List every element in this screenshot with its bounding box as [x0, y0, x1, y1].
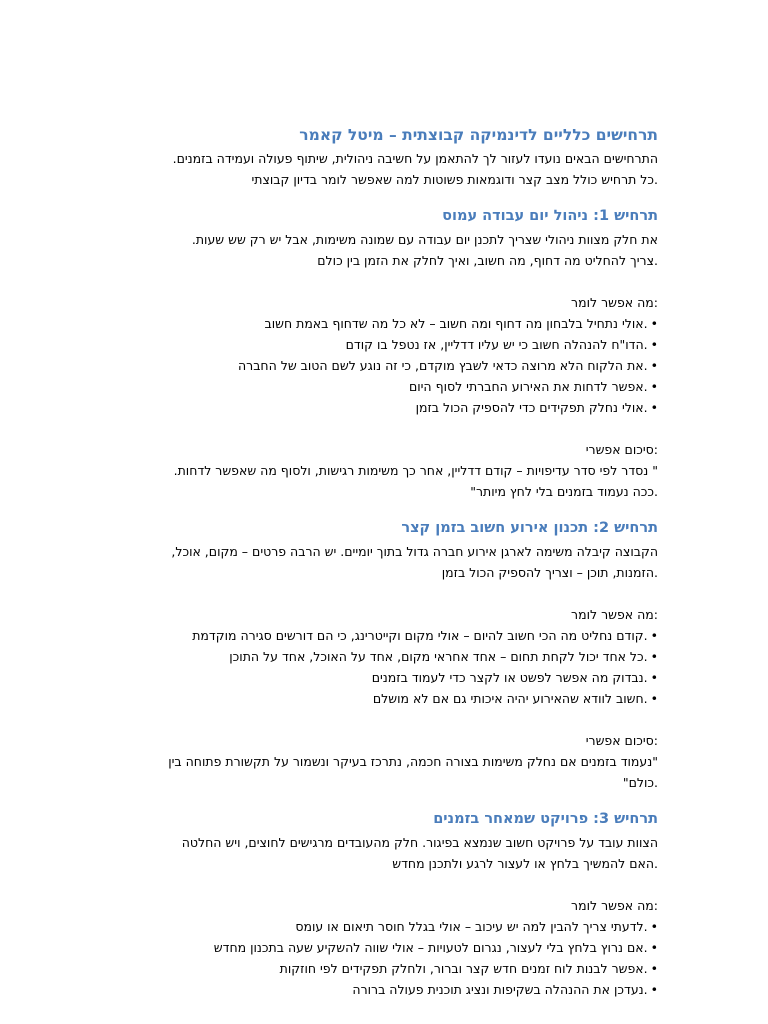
list-item-text: .אם נרוץ בלחץ בלי לעצור, נגרום לטעויות – אולי שווה להשקיע שעה בתכנון מחדש — [213, 940, 648, 955]
summary-block — [112, 439, 658, 502]
list-item-text: .נעדכן את ההנהלה בשקיפות ונציג תוכנית פעולה ברורה — [352, 982, 648, 997]
say-label: :מה אפשר לומר — [571, 607, 658, 622]
list-item-text: .הדו"ח להנהלה חשוב כי יש עליו דדליין, אז נטפל בו קודם — [345, 337, 648, 352]
bullet-icon: • — [650, 961, 658, 976]
bullet-icon: • — [650, 316, 658, 331]
bullet-icon: • — [650, 649, 658, 664]
document-title: תרחישים כלליים לדינמיקה קבוצתית – מיטל קאמר — [299, 126, 658, 144]
list-item-text: .קודם נחליט מה הכי חשוב להיום – אולי מקום וקייטרינג, כי הם דורשים סגירה מוקדמת — [192, 628, 648, 643]
list-item-text: .אפשר לבנות לוח זמנים חדש קצר וברור, ולחלק תפקידים לפי חוזקות — [279, 961, 648, 976]
list-item — [112, 688, 658, 709]
list-item — [112, 667, 658, 688]
list-item — [112, 625, 658, 646]
list-item — [112, 334, 658, 355]
spacer — [112, 583, 658, 604]
list-item — [112, 958, 658, 979]
summary-label: :סיכום אפשרי — [585, 442, 658, 457]
list-item — [112, 376, 658, 397]
bullet-icon: • — [650, 982, 658, 997]
bullet-icon: • — [650, 691, 658, 706]
scenario-1 — [112, 203, 658, 502]
bullet-icon: • — [650, 940, 658, 955]
description-line: את חלק מצוות ניהולי שצריך לתכנן יום עבודה עם שמונה משימות, אבל יש רק שש שעות. — [191, 232, 658, 247]
scenario-description — [112, 229, 658, 271]
scenario-2 — [112, 515, 658, 793]
list-item-text: .את הלקוח הלא מרוצה כדאי לשבץ מוקדם, כי זה נוגע לשם הטוב של החברה — [237, 358, 648, 373]
say-list — [112, 895, 658, 1000]
description-line: .הזמנות, תוכן – וצריך להספיק הכול בזמן — [441, 565, 658, 580]
summary-block — [112, 730, 658, 793]
list-item — [112, 916, 658, 937]
say-label: :מה אפשר לומר — [571, 295, 658, 310]
list-item-text: .אולי נחלק תפקידים כדי להספיק הכול בזמן — [415, 400, 648, 415]
list-item-text: .אפשר לדחות את האירוע החברתי לסוף היום — [408, 379, 648, 394]
list-item — [112, 937, 658, 958]
scenario-heading: תרחיש 3: פרויקט שמאחר בזמנים — [433, 811, 658, 827]
description-line: .האם להמשיך בלחץ או לעצור לרגע ולתכנן מחדש — [392, 856, 658, 871]
list-item — [112, 979, 658, 1000]
bullet-icon: • — [650, 337, 658, 352]
list-item-text: .אולי נתחיל בלבחון מה דחוף ומה חשוב – לא כל מה שדחוף באמת חשוב — [264, 316, 648, 331]
spacer — [112, 709, 658, 730]
bullet-icon: • — [650, 919, 658, 934]
bullet-icon: • — [650, 628, 658, 643]
intro-line: .כל תרחיש כולל מצב קצר ודוגמאות פשוטות למה שאפשר לומר בדיון קבוצתי — [251, 172, 658, 187]
description-line: הצוות עובד על פרויקט חשוב שנמצא בפיגור. חלק מהעובדים מרגישים לחוצים, ויש החלטה — [181, 835, 658, 850]
list-item-text: .לדעתי צריך להבין למה יש עיכוב – אולי בגלל חוסר תיאום או עומס — [295, 919, 648, 934]
bullet-icon: • — [650, 358, 658, 373]
summary-line: "נעמוד בזמנים אם נחלק משימות בצורה חכמה, נתרכז בעיקר ונשמור על תקשורת פתוחה בין — [168, 754, 658, 769]
list-item-text: .חשוב לוודא שהאירוע יהיה איכותי גם אם לא מושלם — [372, 691, 648, 706]
scenario-heading: תרחיש 1: ניהול יום עבודה עמוס — [442, 208, 658, 224]
scenario-heading: תרחיש 2: תכנון אירוע חשוב בזמן קצר — [401, 520, 658, 536]
list-item-text: .כל אחד יכול לקחת תחום – אחד אחראי מקום, אחד על האוכל, אחד על התוכן — [229, 649, 648, 664]
list-item-text: .נבדוק מה אפשר לפשט או לקצר כדי לעמוד בזמנים — [371, 670, 648, 685]
spacer — [112, 271, 658, 292]
bullet-icon: • — [650, 400, 658, 415]
say-label: :מה אפשר לומר — [571, 898, 658, 913]
list-item — [112, 397, 658, 418]
description-line: .צריך להחליט מה דחוף, מה חשוב, ואיך לחלק את הזמן בין כולם — [317, 253, 658, 268]
summary-label: :סיכום אפשרי — [585, 733, 658, 748]
list-item — [112, 313, 658, 334]
bullet-icon: • — [650, 670, 658, 685]
say-list — [112, 604, 658, 709]
list-item — [112, 355, 658, 376]
list-item — [112, 646, 658, 667]
scenario-3 — [112, 806, 658, 1000]
intro-line: התרחישים הבאים נועדו לעזור לך להתאמן על חשיבה ניהולית, שיתוף פעולה ועמידה בזמנים. — [172, 151, 658, 166]
bullet-icon: • — [650, 379, 658, 394]
intro-paragraph — [112, 148, 658, 190]
spacer — [112, 418, 658, 439]
spacer — [112, 874, 658, 895]
summary-line: .כולם" — [622, 775, 658, 790]
description-line: הקבוצה קיבלה משימה לארגן אירוע חברה גדול בתוך יומיים. יש הרבה פרטים – מקום, אוכל, — [171, 544, 658, 559]
scenario-description — [112, 832, 658, 874]
summary-line: .ככה נעמוד בזמנים בלי לחץ מיותר" — [470, 484, 658, 499]
say-list — [112, 292, 658, 418]
document-page — [112, 122, 658, 1000]
scenario-description — [112, 541, 658, 583]
summary-line: " נסדר לפי סדר עדיפויות – קודם דדליין, אחר כך משימות רגישות, ולסוף מה שאפשר לדחות. — [173, 463, 658, 478]
